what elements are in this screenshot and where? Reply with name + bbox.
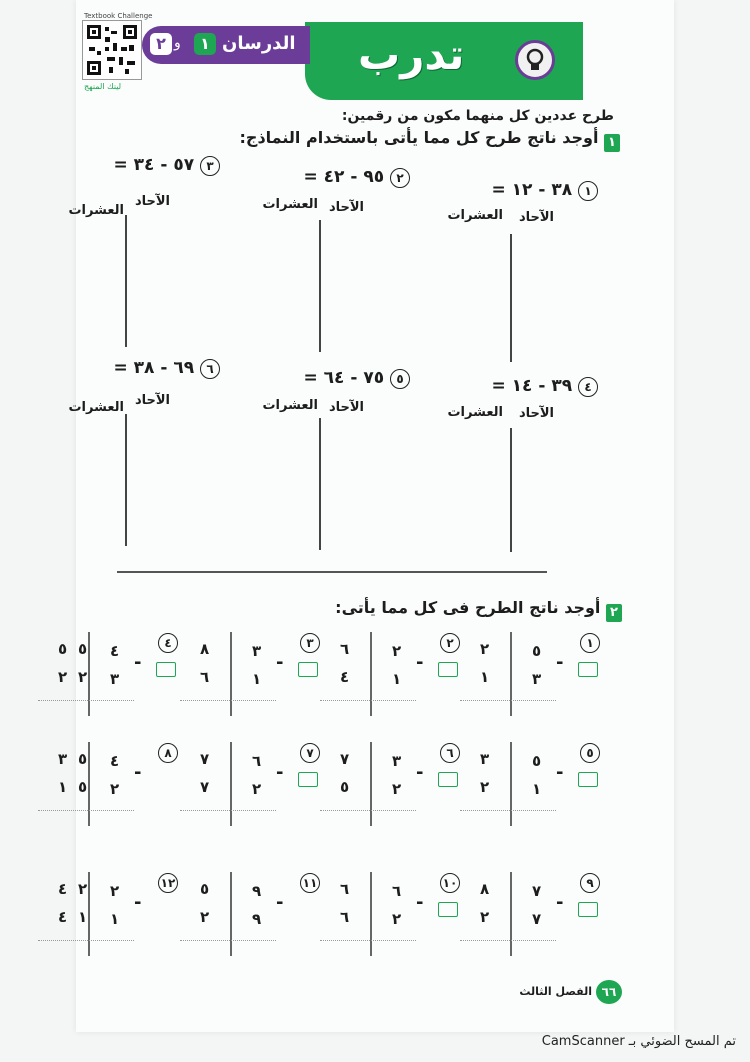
problem-number-circle: ٧: [300, 742, 320, 763]
lesson-number-2: ٢: [150, 33, 172, 55]
column-divider: [510, 872, 512, 956]
tens-digit-top: ٧: [200, 750, 210, 768]
book-icon: [578, 772, 598, 791]
ones-digit-top: ٦: [252, 752, 262, 770]
minus-sign: -: [556, 892, 564, 913]
ones-digit-top: ٦: [392, 882, 402, 900]
ones-digit-bottom: ٣: [110, 670, 120, 688]
tens-digit-top: ٥: [200, 880, 210, 898]
ones-digit-bottom: ١: [252, 670, 262, 688]
tens-digit-bottom: ٥: [340, 778, 350, 796]
book-icon: [578, 662, 598, 681]
tens-digit-top: ٣: [58, 750, 68, 768]
ones-digit-top: ٥: [532, 642, 542, 660]
problem-number: ٦: [200, 359, 220, 379]
section-separator: [117, 571, 547, 573]
minus-sign: -: [556, 762, 564, 783]
page-number: ٦٦: [596, 980, 622, 1004]
tens-digit-top: ٥: [58, 640, 68, 658]
column-divider: [88, 742, 90, 826]
ones-digit-top: ٣: [392, 752, 402, 770]
problem-3: [113, 155, 220, 176]
scanner-note: تم المسح الضوئي بـ CamScanner: [541, 1034, 736, 1049]
book-icon: [298, 662, 318, 681]
col-ones: الآحاد: [134, 393, 170, 408]
ones-digit-bottom: ٣: [532, 670, 542, 688]
tens-digit-bottom: ٤: [58, 908, 68, 926]
qr-code[interactable]: [82, 20, 142, 80]
column-divider: [230, 632, 232, 716]
problem-expression: ٧٥ - ٦٤ =: [303, 368, 385, 388]
minus-sign: -: [416, 652, 424, 673]
col-tens: العشرات: [447, 405, 503, 420]
lesson-and: و: [174, 35, 181, 51]
problem-number: ٤: [578, 377, 598, 397]
edge-digit-top: ٥: [78, 640, 88, 658]
ones-digit-top: ٣: [252, 642, 262, 660]
divider: [319, 418, 321, 550]
tens-digit-top: ٦: [340, 640, 350, 658]
ones-digit-bottom: ١: [110, 910, 120, 928]
answer-line[interactable]: [180, 700, 276, 701]
edge-digit-bottom: ٥: [78, 778, 88, 796]
col-ones: الآحاد: [328, 200, 364, 215]
answer-line[interactable]: [320, 810, 416, 811]
answer-line[interactable]: [460, 940, 556, 941]
edge-digit-bottom: ٢: [78, 668, 88, 686]
col-tens: العشرات: [262, 197, 318, 212]
tens-digit-top: ٨: [480, 880, 490, 898]
ones-digit-bottom: ٢: [252, 780, 262, 798]
problem-expression: ٥٧ - ٣٤ =: [113, 155, 195, 175]
column-divider: [510, 742, 512, 826]
tens-digit-bottom: ٢: [200, 908, 210, 926]
section1-heading: [240, 128, 620, 152]
edge-digit-bottom: ١: [78, 908, 88, 926]
minus-sign: -: [556, 652, 564, 673]
tens-digit-bottom: ٦: [200, 668, 210, 686]
tens-digit-top: ٢: [480, 640, 490, 658]
divider: [510, 428, 512, 552]
column-divider: [510, 632, 512, 716]
answer-line[interactable]: [320, 940, 416, 941]
ones-digit-top: ٢: [392, 642, 402, 660]
ones-digit-top: ٩: [252, 882, 262, 900]
ones-digit-bottom: ١: [392, 670, 402, 688]
section2-instruction: أوجد ناتج الطرح فى كل مما يأتى:: [335, 598, 601, 617]
problem-6: [113, 358, 220, 379]
divider: [319, 220, 321, 352]
tens-digit-bottom: ١: [58, 778, 68, 796]
ones-digit-top: ٢: [110, 882, 120, 900]
ones-digit-bottom: ١: [532, 780, 542, 798]
section1-number: ١: [604, 134, 620, 152]
tens-digit-top: ٧: [340, 750, 350, 768]
minus-sign: -: [416, 892, 424, 913]
col-tens: العشرات: [68, 203, 124, 218]
minus-sign: -: [416, 762, 424, 783]
col-tens: العشرات: [447, 208, 503, 223]
lesson-label: الدرسان: [222, 33, 296, 54]
divider: [125, 414, 127, 546]
minus-sign: -: [134, 892, 142, 913]
ones-digit-top: ٤: [110, 642, 120, 660]
problem-1: [491, 180, 598, 201]
tens-digit-bottom: ٢: [58, 668, 68, 686]
answer-line[interactable]: [180, 940, 276, 941]
book-icon: [156, 662, 176, 681]
problem-number-circle: ٦: [440, 742, 460, 763]
column-divider: [88, 632, 90, 716]
problem-5: [303, 368, 410, 389]
problem-number: ٢: [390, 168, 410, 188]
answer-line[interactable]: [38, 810, 134, 811]
ones-digit-bottom: ٢: [110, 780, 120, 798]
divider: [510, 234, 512, 362]
ones-digit-bottom: ٧: [532, 910, 542, 928]
problem-number-circle: ١٠: [440, 872, 460, 893]
column-divider: [370, 742, 372, 826]
col-ones: الآحاد: [518, 406, 554, 421]
answer-line[interactable]: [38, 700, 134, 701]
problem-number: ٣: [200, 156, 220, 176]
problem-number-circle: ٥: [580, 742, 600, 763]
answer-line[interactable]: [460, 700, 556, 701]
problem-number-circle: ١٢: [158, 872, 178, 893]
page-title: تدرب: [358, 30, 465, 79]
problem-expression: ٣٨ - ١٢ =: [491, 180, 573, 200]
tens-digit-bottom: ٧: [200, 778, 210, 796]
section1-instruction: أوجد ناتج طرح كل مما يأتى باستخدام النماذج:: [239, 128, 599, 147]
minus-sign: -: [134, 762, 142, 783]
ones-digit-bottom: ٩: [252, 910, 262, 928]
column-divider: [230, 872, 232, 956]
intro-text: طرح عددين كل منهما مكون من رقمين:: [341, 108, 614, 124]
lesson-number-1: ١: [194, 33, 216, 55]
ones-digit-top: ٤: [110, 752, 120, 770]
minus-sign: -: [276, 892, 284, 913]
tens-digit-top: ٨: [200, 640, 210, 658]
divider: [125, 215, 127, 347]
book-icon: [578, 902, 598, 921]
problem-number: ٥: [390, 369, 410, 389]
ones-digit-bottom: ٢: [392, 910, 402, 928]
tens-digit-top: ٦: [340, 880, 350, 898]
column-divider: [230, 742, 232, 826]
qr-caption-top: Textbook Challenge: [84, 12, 153, 20]
tens-digit-bottom: ٤: [340, 668, 350, 686]
section2-number: ٢: [606, 604, 622, 622]
problem-number-circle: ١١: [300, 872, 320, 893]
book-icon: [438, 902, 458, 921]
problem-number-circle: ٤: [158, 632, 178, 653]
qr-caption: لينك المنهج: [84, 82, 122, 91]
problem-number: ١: [578, 181, 598, 201]
ones-digit-bottom: ٢: [392, 780, 402, 798]
col-tens: العشرات: [68, 400, 124, 415]
ones-digit-top: ٧: [532, 882, 542, 900]
column-divider: [370, 632, 372, 716]
problem-expression: ٦٩ - ٣٨ =: [113, 358, 195, 378]
column-divider: [370, 872, 372, 956]
edge-digit-top: ٢: [78, 880, 88, 898]
tens-digit-bottom: ٢: [480, 908, 490, 926]
minus-sign: -: [134, 652, 142, 673]
tens-digit-bottom: ٢: [480, 778, 490, 796]
problem-number-circle: ٣: [300, 632, 320, 653]
lightbulb-icon: [515, 40, 555, 80]
section2-heading: [335, 598, 622, 622]
problem-number-circle: ٩: [580, 872, 600, 893]
col-ones: الآحاد: [328, 400, 364, 415]
book-icon: [298, 772, 318, 791]
problem-number-circle: ٢: [440, 632, 460, 653]
column-divider: [88, 872, 90, 956]
problem-number-circle: ٨: [158, 742, 178, 763]
col-ones: الآحاد: [518, 210, 554, 225]
chapter-label: الفصل الثالث: [519, 985, 592, 998]
problem-4: [491, 376, 598, 397]
book-icon: [438, 772, 458, 791]
col-ones: الآحاد: [134, 194, 170, 209]
problem-expression: ٣٩ - ١٤ =: [491, 376, 573, 396]
tens-digit-top: ٤: [58, 880, 68, 898]
minus-sign: -: [276, 652, 284, 673]
answer-line[interactable]: [460, 810, 556, 811]
ones-digit-top: ٥: [532, 752, 542, 770]
problem-expression: ٩٥ - ٤٢ =: [303, 167, 385, 187]
tens-digit-bottom: ٦: [340, 908, 350, 926]
answer-line[interactable]: [180, 810, 276, 811]
problem-2: [303, 167, 410, 188]
edge-digit-top: ٥: [78, 750, 88, 768]
answer-line[interactable]: [320, 700, 416, 701]
answer-line[interactable]: [38, 940, 134, 941]
minus-sign: -: [276, 762, 284, 783]
problem-number-circle: ١: [580, 632, 600, 653]
book-icon: [438, 662, 458, 681]
tens-digit-top: ٣: [480, 750, 490, 768]
tens-digit-bottom: ١: [480, 668, 490, 686]
col-tens: العشرات: [262, 398, 318, 413]
